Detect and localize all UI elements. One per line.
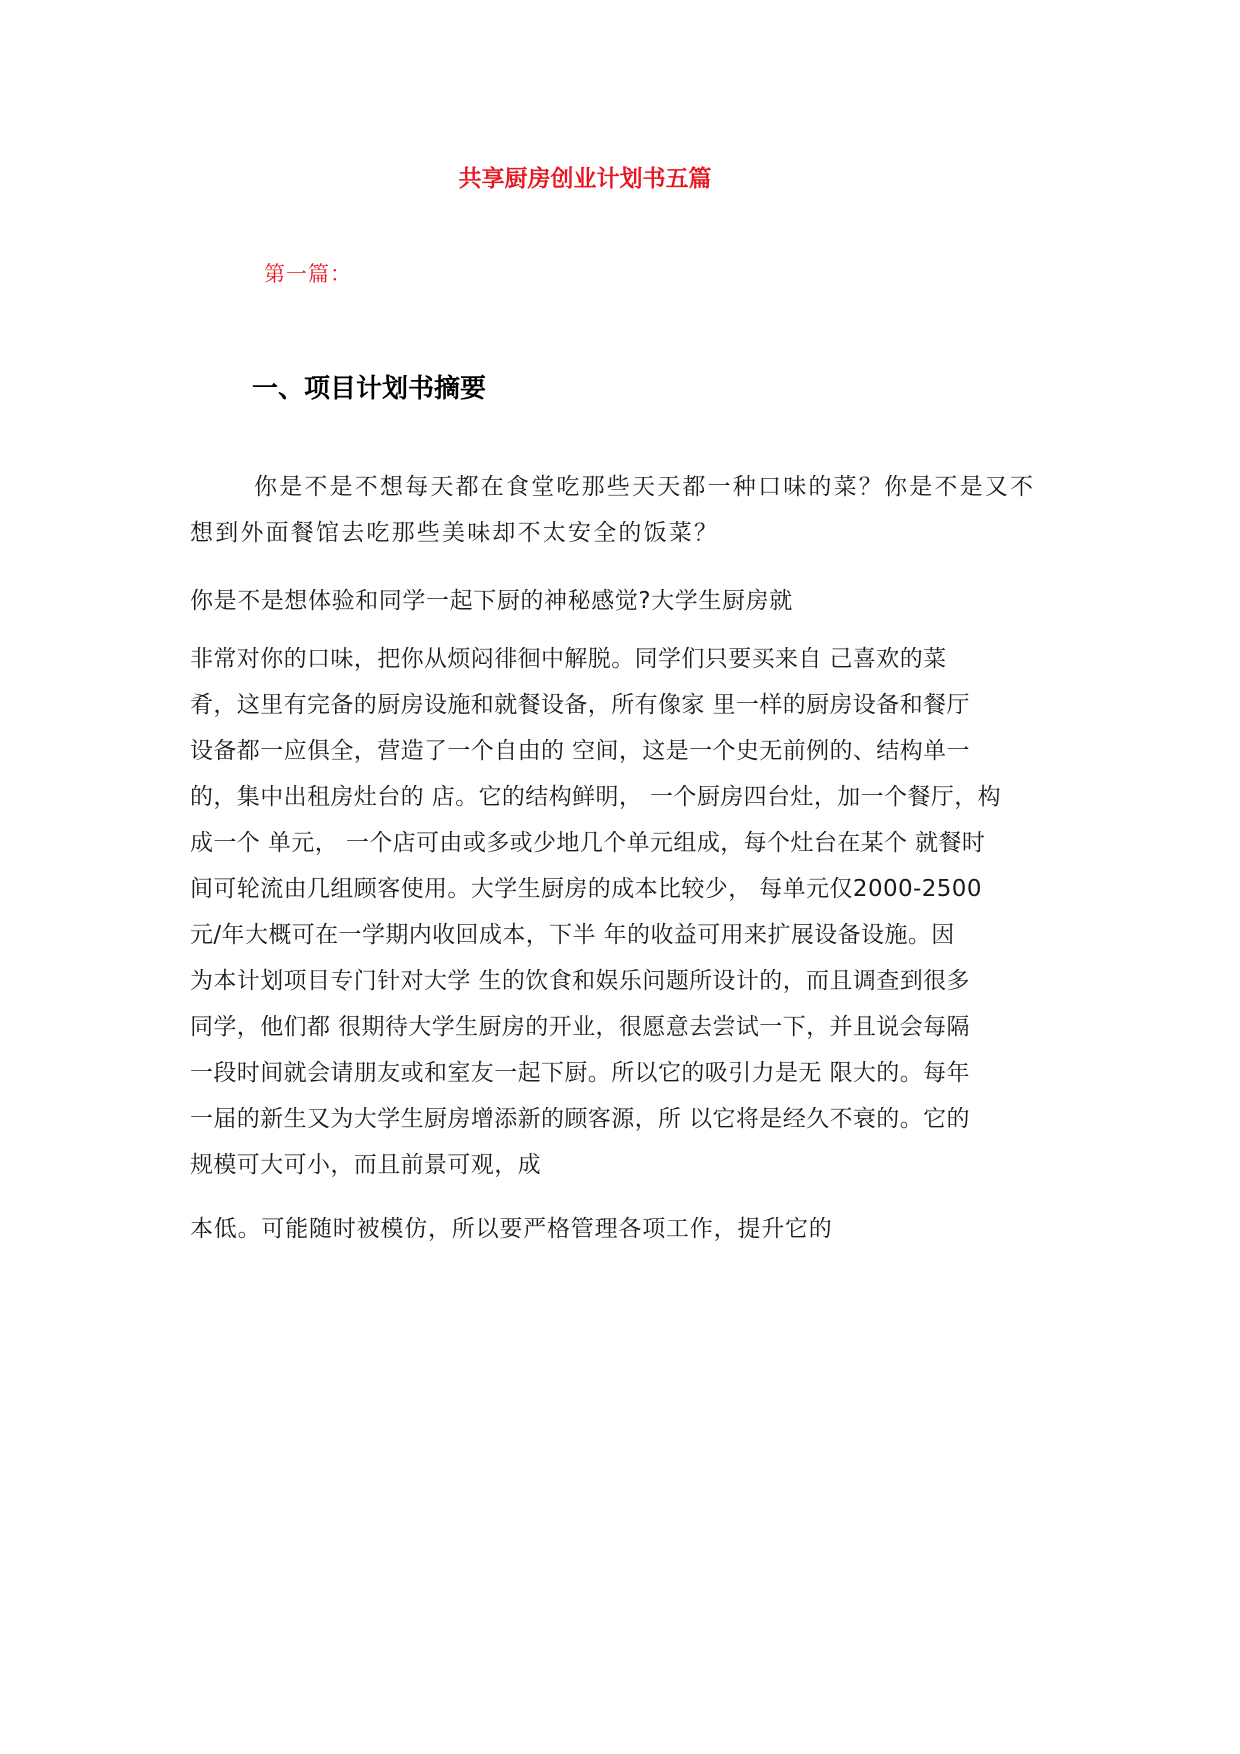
- main-paragraph-line: 一段时间就会请朋友或和室友一起下厨。所以它的吸引力是无 限大的。每年: [190, 1060, 970, 1086]
- document-title: 共享厨房创业计划书五篇: [458, 166, 712, 192]
- main-paragraph-line: 一届的新生又为大学生厨房增添新的顾客源，所 以它将是经久不衰的。它的: [190, 1106, 970, 1132]
- tail-paragraph: 本低。可能随时被模仿，所以要严格管理各项工作，提升它的: [190, 1216, 833, 1242]
- main-paragraph: [190, 636, 1060, 1188]
- single-line-paragraph: 你是不是想体验和同学一起下厨的神秘感觉?大学生厨房就: [190, 588, 793, 614]
- section-heading: 一、项目计划书摘要: [252, 374, 487, 404]
- main-paragraph-line: 非常对你的口味，把你从烦闷徘徊中解脱。同学们只要买来自 己喜欢的菜: [190, 646, 947, 672]
- main-paragraph-line: 设备都一应俱全，营造了一个自由的 空间，这是一个史无前例的、结构单一: [190, 738, 970, 764]
- intro-paragraph: 你是不是不想每天都在食堂吃那些天天都一种口味的菜？你是不是又不想到外面餐馆去吃那些美味却不太安全的饭菜？: [190, 474, 1036, 546]
- main-paragraph-line: 元/年大概可在一学期内收回成本，下半 年的收益可用来扩展设备设施。因: [190, 922, 955, 948]
- main-paragraph-line: 间可轮流由几组顾客使用。大学生厨房的成本比较少， 每单元仅2000-2500: [190, 876, 982, 902]
- main-paragraph-line: 成一个 单元， 一个店可由或多或少地几个单元组成，每个灶台在某个 就餐时: [190, 830, 986, 856]
- main-paragraph-line: 肴，这里有完备的厨房设施和就餐设备，所有像家 里一样的厨房设备和餐厅: [190, 692, 970, 718]
- main-paragraph-line: 规模可大可小，而且前景可观，成: [190, 1152, 541, 1178]
- part-label: 第一篇：: [264, 262, 352, 286]
- main-paragraph-line: 为本计划项目专门针对大学 生的饮食和娱乐问题所设计的，而且调查到很多: [190, 968, 970, 994]
- main-paragraph-line: 同学，他们都 很期待大学生厨房的开业，很愿意去尝试一下，并且说会每隔: [190, 1014, 970, 1040]
- main-paragraph-line: 的，集中出租房灶台的 店。它的结构鲜明， 一个厨房四台灶，加一个餐厅，构: [190, 784, 1002, 810]
